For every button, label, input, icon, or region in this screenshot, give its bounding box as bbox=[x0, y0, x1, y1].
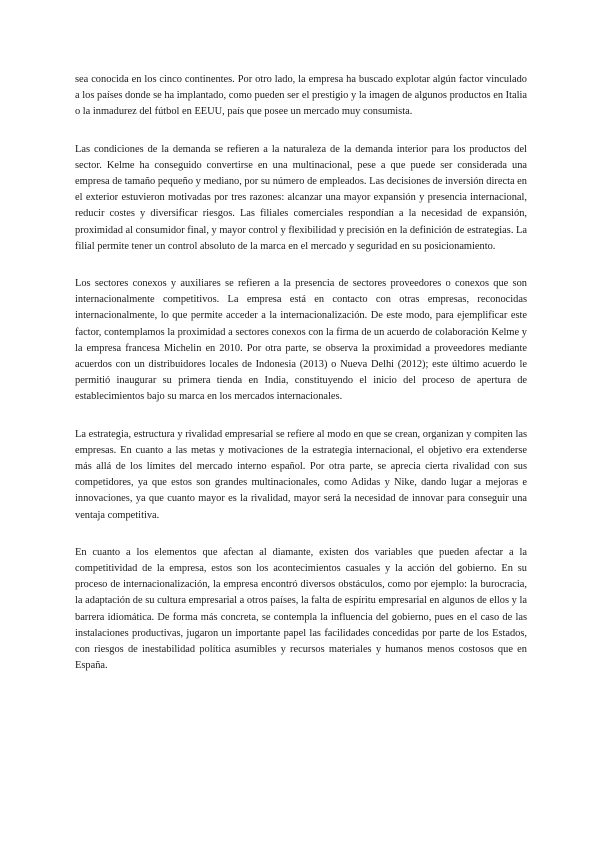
paragraph-diamond-elements: En cuanto a los elementos que afectan al diamante, existen dos variables que pueden afectar a la competitividad de la empresa, estos son los acontecimientos casuales y la acción del gobierno. En su proceso de internacionalización, la empresa encontró diversos obstáculos, como por ejemplo: la burocracia, la adaptación de su cultura empresarial a otros países, la falta de espíritu empresarial en algunos de ellos y la barrera idiomática. De forma más concreta, se contempla la influencia del gobierno, pues en el caso de las instalaciones productivas, jugaron un importante papel las facilidades concedidas por parte de los Estados, con riesgos de inestabilidad política asumibles y recursos materiales y humanos menos costosos que en España. bbox=[75, 546, 527, 672]
paragraph-market-conclusion: sea conocida en los cinco continentes. Por otro lado, la empresa ha buscado explotar algún factor vinculado a los países donde se ha implantado, como pueden ser el prestigio y la imagen de algunos productos en Italia o la inmadurez del fútbol en EEUU, país que posee un mercado muy consumista. bbox=[75, 74, 527, 118]
document-body bbox=[75, 72, 527, 696]
paragraph-related-sectors: Los sectores conexos y auxiliares se refieren a la presencia de sectores proveedores o conexos que son internacionalmente competitivos. La empresa está en contacto con otras empresas, reconocidas internacionalmente, lo que permite acceder a la internacionalización. De este modo, para ejemplificar este factor, contemplamos la proximidad a sectores conexos con la firma de un acuerdo de colaboración Kelme y la empresa francesa Michelin en 2010. Por otra parte, se observa la proximidad a proveedores mediante acuerdos con un distribuidores locales de Indonesia (2013) o Nueva Delhi (2012); este último acuerdo le permitió inaugurar su primera tienda en India, constituyendo el inicio del proceso de apertura de establecimientos bajo su marca en los mercados internacionales. bbox=[75, 278, 527, 403]
paragraph-strategy-rivalry: La estrategia, estructura y rivalidad empresarial se refiere al modo en que se crean, organizan y compiten las empresas. En cuanto a las metas y motivaciones de la estrategia internacional, el objetivo era extenderse más allá de los límites del mercado interno español. Por otra parte, se aprecia cierta rivalidad con sus competidores, ya que estos son grandes multinacionales, como Adidas y Nike, dando lugar a mejoras e innovaciones, ya que cuanto mayor es la rivalidad, mayor será la necesidad de innovar para conseguir una ventaja competitiva. bbox=[75, 428, 527, 521]
paragraph-demand-conditions: Las condiciones de la demanda se refieren a la naturaleza de la demanda interior para los productos del sector. Kelme ha conseguido convertirse en una multinacional, pese a que puede ser considerada una empresa de tamaño pequeño y mediano, por su número de empleados. Las decisiones de inversión directa en el exterior estuvieron motivadas por tres razones: alcanzar una mayor expansión y presencia internacional, reducir costes y diversificar riesgos. Las filiales comerciales respondían a la necesidad de expansión, proximidad al consumidor final, y mayor control y flexibilidad y precisión en la definición de estrategias. La filial permite tener un control absoluto de la marca en el mercado y seguridad en su posicionamiento. bbox=[75, 143, 527, 252]
